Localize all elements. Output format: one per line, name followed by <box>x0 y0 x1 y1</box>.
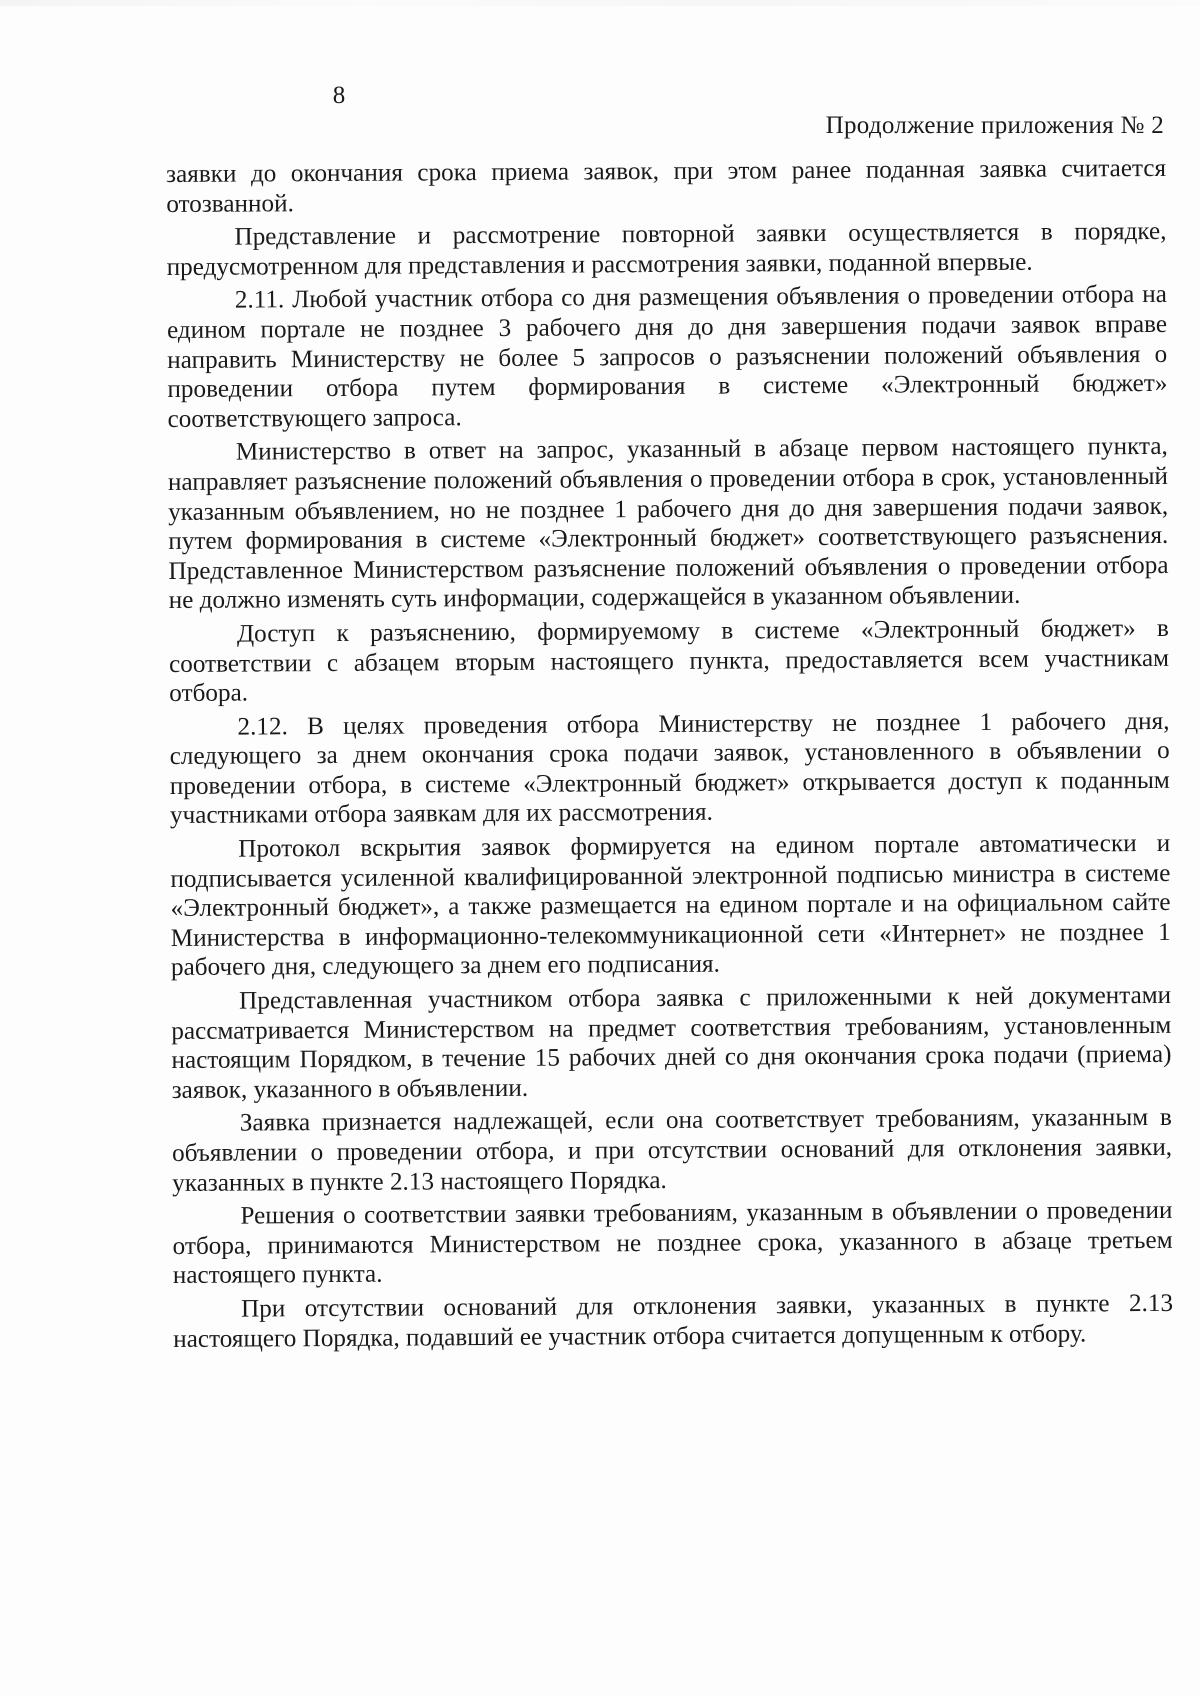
paragraph-review-period: Представленная участником отбора заявка с приложенными к ней документами рассматривается Министерством на предмет соответствия требованиям, установленным настоящим Порядком, в течение 15 рабочих дней со дня окончания срока подачи (приема) заявок, указанного в объявлении. <box>171 981 1172 1104</box>
page-number-text: 8 <box>332 82 346 109</box>
paragraph-continuation: заявки до окончания срока приема заявок, при этом ранее поданная заявка считается отозванной. <box>166 154 1167 218</box>
paragraph-opening-protocol: Протокол вскрытия заявок формируется на едином портале автоматически и подписывается усиленной квалифицированной электронной подписью министра в системе «Электронный бюджет», а также размещается на едином портале и на официальном сайте Министерства в информационно-телекоммуникационной сети «Интернет» не позднее 1 рабочего дня, следующего за днем его подписания. <box>170 829 1171 982</box>
paragraph-proper-application: Заявка признается надлежащей, если она соответствует требованиям, указанным в объявлении о проведении отбора, и при отсутствии оснований для отклонения заявки, указанных в пункте 2.13 настоящего Порядка. <box>171 1104 1173 1197</box>
paragraph-repeat-application: Представление и рассмотрение повторной заявки осуществляется в порядке, предусмотренном для представления и рассмотрения заявки, поданной впервые. <box>166 218 1167 281</box>
paragraph-ministry-response: Министерство в ответ на запрос, указанный в абзаце первом настоящего пункта, направляет разъяснение положений объявления о проведении отбора в срок, установленный указанным объявлением, но не позднее 1 рабочего дня до дня завершения подачи заявок, путем формирования в системе «Электронный бюджет» соответствующего разъяснения. Представленное Министерством разъяснение положений объявления о проведении отбора не должно изменять суть информации, содержащейся в указанном объявлении. <box>167 433 1169 615</box>
appendix-continuation-note: Продолжение приложения № 2 <box>825 112 1164 139</box>
paragraph-access-clarification: Доступ к разъяснению, формируемому в системе «Электронный бюджет» в соответствии с абзацем вторым настоящего пункта, предоставляется всем участникам отбора. <box>168 614 1170 708</box>
paragraph-2-12: 2.12. В целях проведения отбора Министерству не позднее 1 рабочего дня, следующего за днем окончания срока подачи заявок, установленного в объявлении о проведении отбора, в системе «Электронный бюджет» открывается доступ к поданным участниками отбора заявкам для их рассмотрения. <box>169 707 1170 830</box>
document-body <box>166 154 1173 1354</box>
paragraph-2-11: 2.11. Любой участник отбора со дня размещения объявления о проведении отбора на едином портале не позднее 3 рабочего дня до дня завершения подачи заявок вправе направить Министерству не более 5 запросов о разъяснении положений объявления о проведении отбора путем формирования в системе «Электронный бюджет» соответствующего запроса. <box>166 281 1168 433</box>
paragraph-admission: При отсутствии оснований для отклонения заявки, указанных в пункте 2.13 настоящего Порядка, подавший ее участник отбора считается допущенным к отбору. <box>173 1289 1174 1353</box>
scan-edge <box>0 0 1200 6</box>
paragraph-compliance-decision: Решения о соответствии заявки требованиям, указанным в объявлении о проведении отбора, принимаются Министерством не позднее срока, указанного в абзаце третьем настоящего пункта. <box>172 1197 1173 1290</box>
page-number <box>0 82 1200 110</box>
